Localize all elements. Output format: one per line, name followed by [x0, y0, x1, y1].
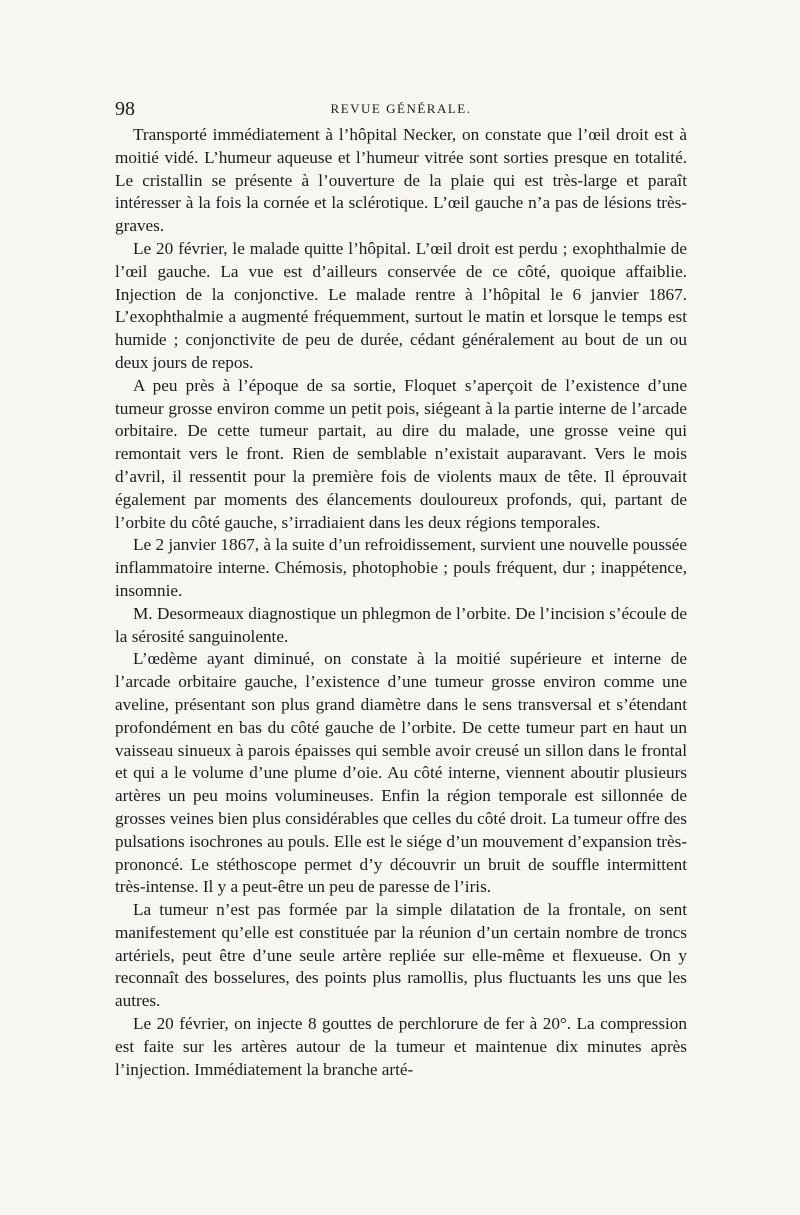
paragraph: M. Desormeaux diagnostique un phlegmon de l’orbite. De l’incision s’écoule de la sérosité sanguinolente.	[115, 603, 687, 646]
paragraph: Le 20 février, on injecte 8 gouttes de perchlorure de fer à 20°. La compression est faite sur les artères autour de la tumeur et maintenue dix minutes après l’injection. Immédiatement la branche arté-	[115, 1014, 687, 1079]
paragraph: Le 20 février, le malade quitte l’hôpital. L’œil droit est perdu ; exophthalmie de l’œil gauche. La vue est d’ailleurs conservée de ce côté, quoique affaiblie. Injection de la conjonctive. Le malade rentre à l’hôpital le 6 janvier 1867. L’exophthalmie a augmenté fréquemment, surtout le matin et lorsque le temps est humide ; conjonctivite de peu de durée, cédant généralement au bout de un ou deux jours de repos.	[115, 238, 687, 372]
paragraph: A peu près à l’époque de sa sortie, Floquet s’aperçoit de l’existence d’une tumeur grosse environ comme un petit pois, siégeant à la partie interne de l’arcade orbitaire. De cette tumeur partait, au dire du malade, une grosse veine qui remontait vers le front. Rien de semblable n’existait auparavant. Vers le mois d’avril, il ressentit pour la première fois de violents maux de tête. Il éprouvait également par moments des élancements douloureux profonds, qui, partant de l’orbite du côté gauche, s’irradiaient dans les deux régions temporales.	[115, 375, 687, 532]
page-number: 98	[115, 98, 135, 120]
running-title: REVUE GÉNÉRALE.	[330, 101, 472, 116]
paragraph: Le 2 janvier 1867, à la suite d’un refroidissement, survient une nouvelle poussée inflammatoire interne. Chémosis, photophobie ; pouls fréquent, dur ; inappétence, insomnie.	[115, 535, 687, 600]
page-header	[115, 98, 687, 124]
body-text	[115, 124, 687, 1081]
paragraph: L’œdème ayant diminué, on constate à la moitié supérieure et interne de l’arcade orbitaire gauche, l’existence d’une tumeur grosse environ comme une aveline, présentant son plus grand diamètre dans le sens transversal et s’étendant profondément en bas du côté gauche de l’orbite. De cette tumeur part en haut un vaisseau sinueux à parois épaisses qui semble avoir creusé un sillon dans le frontal et qui a le volume d’une plume d’oie. Au côté interne, viennent aboutir plusieurs artères un peu moins volumineuses. Enfin la région temporale est sillonnée de grosses veines bien plus considérables que celles du côté droit. La tumeur offre des pulsations isochrones au pouls. Elle est le siége d’un mouvement d’expansion très-prononcé. Le stéthoscope permet d’y découvrir un bruit de souffle intermittent très-intense. Il y a peut-être un peu de paresse de l’iris.	[115, 649, 687, 897]
book-page	[115, 98, 687, 1081]
paragraph: La tumeur n’est pas formée par la simple dilatation de la frontale, on sent manifestement qu’elle est constituée par la réunion d’un certain nombre de troncs artériels, peut être d’une seule artère repliée sur elle-même et flexueuse. On y reconnaît des bosselures, des points plus ramollis, plus fluctuants les uns que les autres.	[115, 900, 687, 1011]
paragraph: Transporté immédiatement à l’hôpital Necker, on constate que l’œil droit est à moitié vidé. L’humeur aqueuse et l’humeur vitrée sont sorties presque en totalité. Le cristallin se présente à l’ouverture de la plaie qui est très-large et paraît intéresser à la fois la cornée et la sclérotique. L’œil gauche n’a pas de lésions très-graves.	[115, 125, 687, 236]
